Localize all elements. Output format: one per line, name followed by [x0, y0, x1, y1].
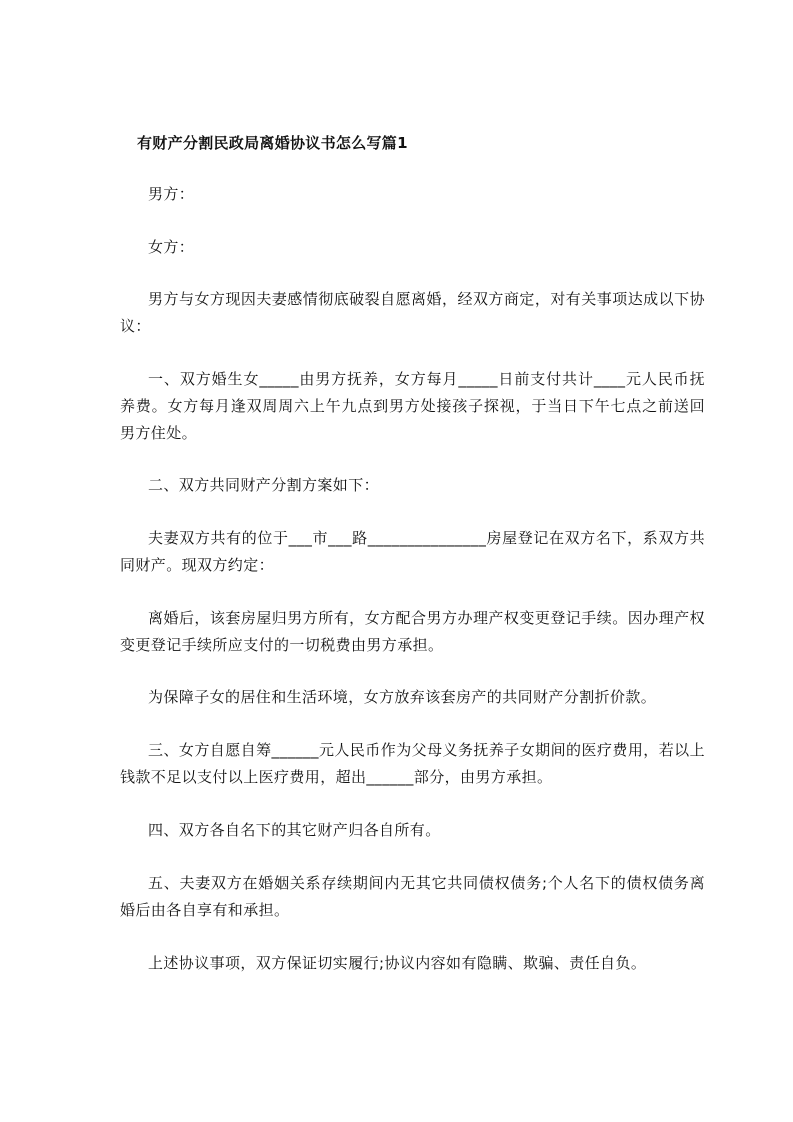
paragraph-clause-5: 五、夫妻双方在婚姻关系存续期间内无其它共同债权债务;个人名下的债权债务离婚后由各自享有和承担。	[120, 874, 705, 919]
paragraph-children-housing: 为保障子女的居住和生活环境，女方放弃该套房产的共同财产分割折价款。	[148, 688, 657, 706]
paragraph-female-party: 女方：	[148, 238, 195, 256]
paragraph-male-party: 男方：	[148, 185, 195, 203]
document-title: 有财产分割民政局离婚协议书怎么写篇1	[137, 134, 408, 152]
paragraph-clause-3: 三、女方自愿自筹______元人民币作为父母义务抚养子女期间的医疗费用，若以上钱款不足以支付以上医疗费用，超出______部分，由男方承担。	[120, 741, 705, 786]
paragraph-clause-1: 一、双方婚生女_____由男方抚养，女方每月_____日前支付共计____元人民币抚养费。女方每月逢双周周六上午九点到男方处接孩子探视，于当日下午七点之前送回男方住处。	[120, 370, 705, 442]
paragraph-commitment: 上述协议事项，双方保证切实履行;协议内容如有隐瞒、欺骗、责任自负。	[148, 954, 647, 972]
paragraph-property-location: 夫妻双方共有的位于___市___路_______________房屋登记在双方名下，系双方共同财产。现双方约定：	[120, 529, 705, 574]
paragraph-property-ownership: 离婚后，该套房屋归男方所有，女方配合男方办理产权变更登记手续。因办理产权变更登记手续所应支付的一切税费由男方承担。	[120, 609, 705, 654]
paragraph-clause-2: 二、双方共同财产分割方案如下：	[148, 476, 380, 494]
paragraph-intro: 男方与女方现因夫妻感情彻底破裂自愿离婚，经双方商定，对有关事项达成以下协议：	[120, 290, 705, 335]
paragraph-clause-4: 四、双方各自名下的其它财产归各自所有。	[148, 821, 441, 839]
